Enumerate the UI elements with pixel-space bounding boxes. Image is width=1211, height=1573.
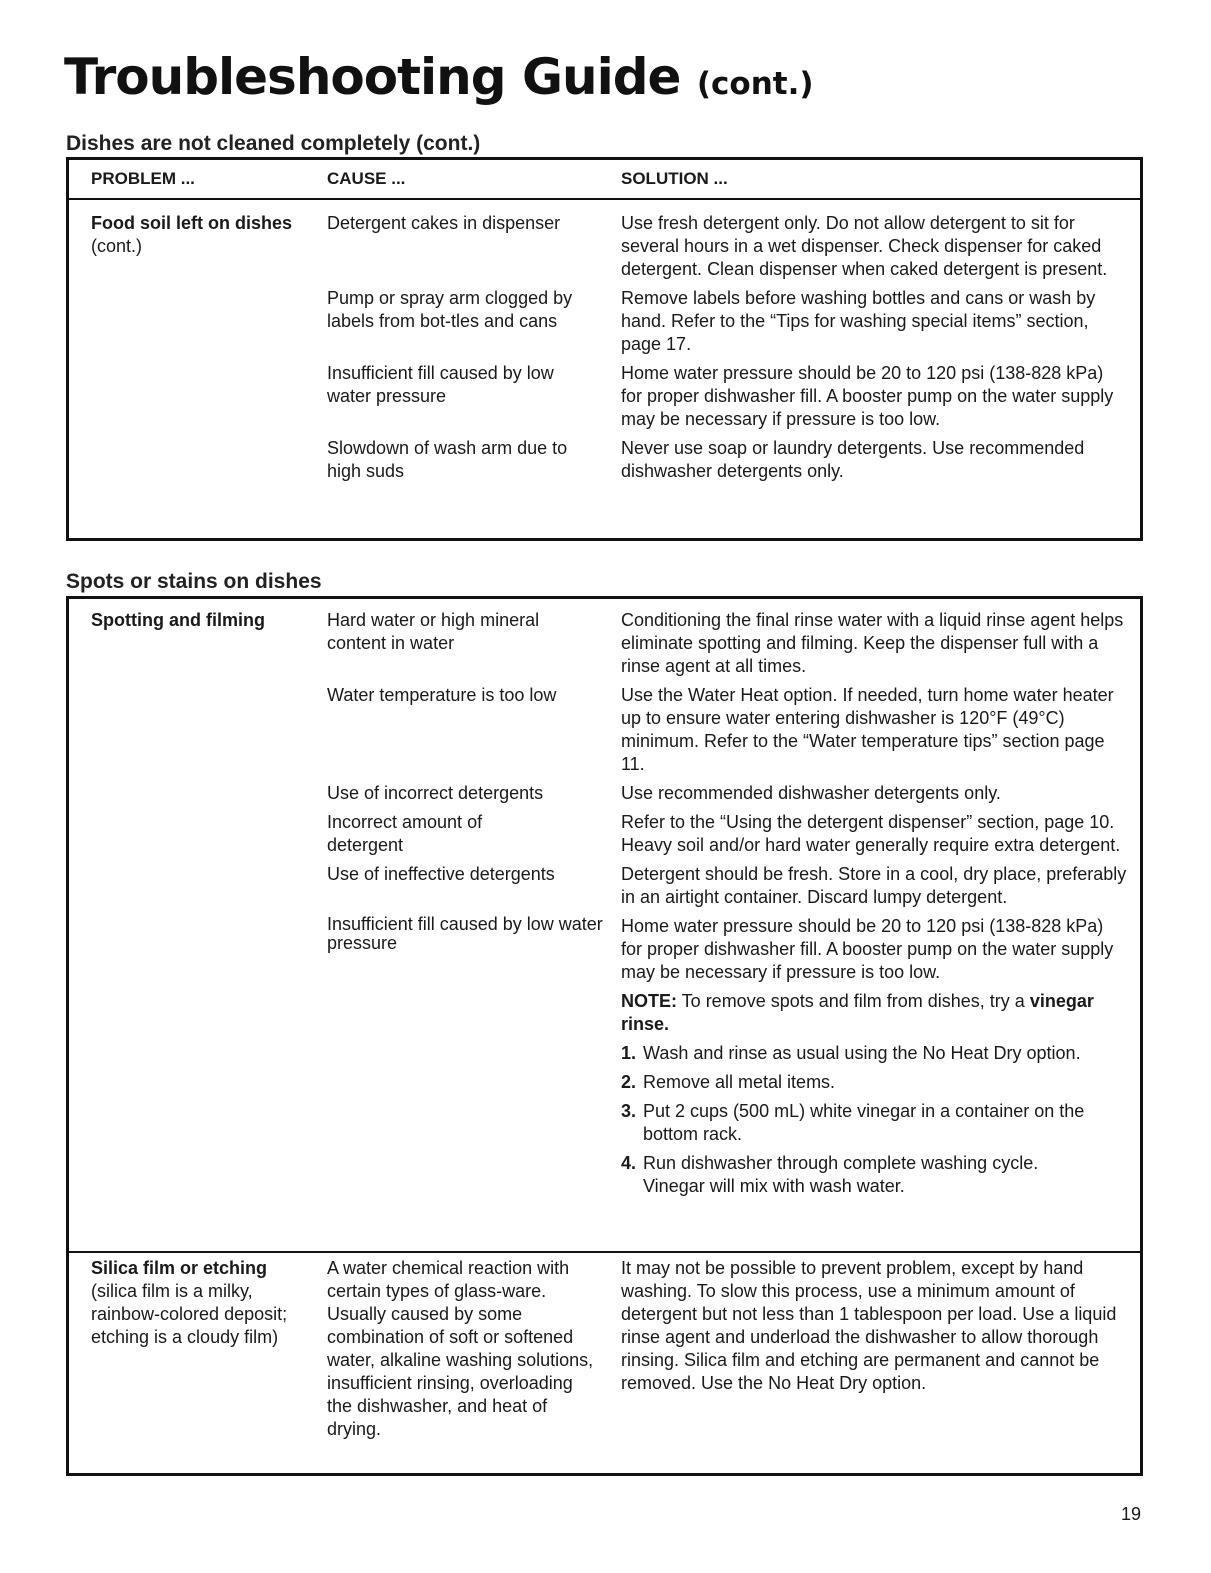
step-number: 1. [621, 1043, 637, 1063]
page-title-text: Troubleshooting Guide [64, 48, 681, 106]
vinegar-steps [621, 1042, 1140, 1198]
problem-description: (silica film is a milky, rainbow-colored deposit; etching is a cloudy film) [91, 1281, 288, 1347]
list-item [621, 1100, 1140, 1146]
vinegar-note [621, 990, 1140, 1036]
cause-text: Insufficient fill caused by low water pressure [327, 914, 603, 953]
problem-cell [91, 212, 327, 483]
problem-cell [91, 609, 327, 1251]
solution-text: It may not be possible to prevent problem, except by hand washing. To slow this process, use a minimum amount of detergent but not less than 1 tablespoon per load. Use a liquid rinse agent and underload the dishwasher to allow thorough rinsing. Silica film and etching are permanent and cannot be removed. Use the No Heat Dry option. [621, 1258, 1117, 1393]
cause-text: Use of incorrect detergents [327, 783, 544, 803]
page-number: 19 [1121, 1504, 1142, 1524]
cause-text: Detergent cakes in dispenser [327, 213, 561, 233]
step-number: 4. [621, 1153, 637, 1173]
step-number: 3. [621, 1101, 637, 1121]
section-heading-spots-stains: Spots or stains on dishes [66, 570, 322, 593]
list-item [621, 1071, 1140, 1094]
cause-text: Use of ineffective detergents [327, 864, 555, 884]
cause-solution-list [327, 609, 1140, 1251]
cause-text: Water temperature is too low [327, 685, 557, 705]
header-problem: PROBLEM ... [91, 169, 195, 188]
solution-text: Conditioning the final rinse water with a liquid rinse agent helps eliminate spotting and filming. Keep the dispenser full with a rinse agent at all times. [621, 610, 1124, 676]
problem-label: Spotting and filming [91, 610, 265, 630]
solution-text: Never use soap or laundry detergents. Use recommended dishwasher detergents only. [621, 438, 1085, 481]
cause-text: A water chemical reaction with certain types of glass-ware. Usually caused by some combination of soft or softened water, alkaline washing solutions, insufficient rinsing, overloading the dishwasher, and heat of drying. [327, 1258, 594, 1439]
problem-suffix: (cont.) [91, 236, 143, 256]
problem-label: Food soil left on dishes [91, 213, 293, 233]
step-text: Wash and rinse as usual using the No Heat Dry option. [643, 1043, 1081, 1063]
table-spots-stains [66, 596, 1143, 1476]
note-text: To remove spots and film from dishes, try a [677, 991, 1030, 1011]
step-text: Run dishwasher through complete washing cycle. Vinegar will mix with wash water. [643, 1153, 1039, 1196]
cause-text: Insufficient fill caused by low water pressure [327, 363, 554, 406]
note-bold: vinegar rinse. [621, 991, 1094, 1034]
cause-text: Pump or spray arm clogged by labels from bot-tles and cans [327, 288, 573, 331]
cause-solution-list [327, 212, 1140, 483]
solution-text: Detergent should be fresh. Store in a cool, dry place, preferably in an airtight container. Discard lumpy detergent. [621, 864, 1127, 907]
table-row-spotting [69, 599, 1140, 1251]
list-item [621, 1152, 1140, 1198]
header-solution: SOLUTION ... [621, 169, 728, 188]
step-text: Remove all metal items. [643, 1072, 836, 1092]
problem-label: Silica film or etching [91, 1258, 268, 1278]
cause-text: Hard water or high mineral content in water [327, 610, 540, 653]
solution-text: Refer to the “Using the detergent dispenser” section, page 10. Heavy soil and/or hard water generally require extra detergent. [621, 812, 1121, 855]
page-title [64, 48, 814, 106]
solution-text: Home water pressure should be 20 to 120 psi (138-828 kPa) for proper dishwasher fill. A booster pump on the water supply may be necessary if pressure is too low. [621, 363, 1114, 429]
step-number: 2. [621, 1072, 637, 1092]
solution-block [621, 915, 1140, 1198]
page-title-suffix: (cont.) [696, 66, 814, 102]
table-row-silica [69, 1251, 1140, 1441]
section-heading-dishes-not-cleaned: Dishes are not cleaned completely (cont.) [66, 132, 481, 155]
table-dishes-not-cleaned [66, 157, 1143, 541]
step-text: Put 2 cups (500 mL) white vinegar in a container on the bottom rack. [643, 1101, 1085, 1144]
note-label: NOTE: [621, 991, 677, 1011]
problem-cell [91, 1257, 327, 1441]
table-header-row [69, 160, 1140, 200]
cause-text: Slowdown of wash arm due to high suds [327, 438, 568, 481]
solution-text: Home water pressure should be 20 to 120 psi (138-828 kPa) for proper dishwasher fill. A booster pump on the water supply may be necessary if pressure is too low. [621, 916, 1114, 982]
cause-text: Incorrect amount of detergent [327, 812, 483, 855]
solution-text: Use fresh detergent only. Do not allow detergent to sit for several hours in a wet dispenser. Check dispenser for caked detergent. Clean dispenser when caked detergent is present. [621, 213, 1108, 279]
solution-text: Use recommended dishwasher detergents only. [621, 783, 1001, 803]
table-row-food-soil [69, 200, 1140, 483]
solution-text: Remove labels before washing bottles and cans or wash by hand. Refer to the “Tips for washing special items” section, page 17. [621, 288, 1096, 354]
header-cause: CAUSE ... [327, 169, 406, 188]
list-item [621, 1042, 1140, 1065]
solution-text: Use the Water Heat option. If needed, turn home water heater up to ensure water entering dishwasher is 120°F (49°C) minimum. Refer to the “Water temperature tips” section page 11. [621, 685, 1114, 774]
